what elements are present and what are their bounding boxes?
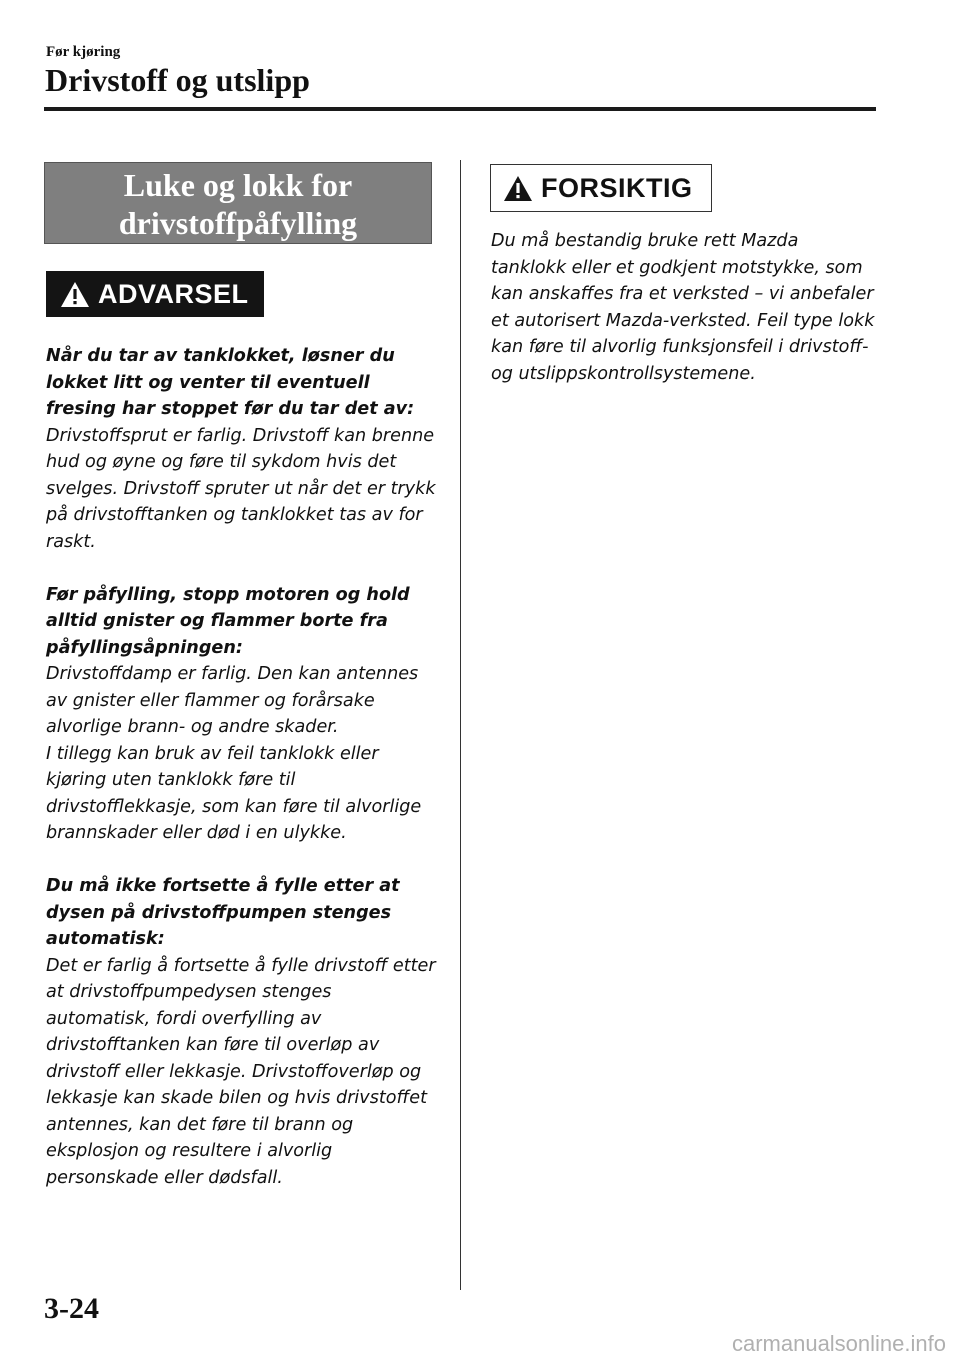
section-title-box: [44, 162, 432, 244]
warning-item-1-heading: Når du tar av tanklokket, løsner du lokket litt og venter til eventuell fresing har stoppet før du tar det av:: [46, 346, 415, 419]
warning-item-2-heading: Før påfylling, stopp motoren og hold alltid gnister og flammer borte fra påfyllingsåpningen:: [46, 584, 410, 658]
warning-item-1-text: Drivstoffsprut er farlig. Drivstoff kan brenne hud og øyne og føre til sykdom hvis det svelges. Drivstoff spruter ut når det er trykk på drivstofftanken og tanklokket tas av for raskt.: [46, 425, 436, 552]
page-title: Drivstoff og utslipp: [45, 62, 310, 98]
section-title-line-1: Luke og lokk for: [123, 167, 353, 203]
warning-item-2-text-2: I tillegg kan bruk av feil tanklokk eller kjøring uten tanklokk føre til drivstofflekkasje, som kan føre til alvorlige brannskader eller død i en ulykke.: [46, 743, 422, 843]
warning-item-3-heading: Du må ikke fortsette å fylle etter at dysen på drivstoffpumpen stenges automatisk:: [46, 876, 400, 949]
warning-body: [46, 343, 438, 1218]
warning-triangle-icon: [503, 175, 533, 202]
warning-item-3-text: Det er farlig å fortsette å fylle drivstoff etter at drivstoffpumpedysen stenges automatisk, fordi overfylling av drivstofftanken kan føre til overløp av drivstoff eller lekkasje. Drivstoffoverløp og lekkasje kan skade bilen og hvis drivstoffet antennes, kan det føre til brann og eksplosjon og resultere i alvorlig personskade eller dødsfall.: [46, 955, 436, 1188]
breadcrumb: Før kjøring: [46, 44, 121, 60]
page-number: 3-24: [44, 1292, 99, 1325]
caution-label: FORSIKTIG: [541, 172, 693, 203]
section-title-line-2: drivstoffpåfylling: [118, 205, 358, 241]
warning-item-3: [46, 873, 438, 1191]
warning-badge: [46, 271, 264, 317]
watermark: carmanualsonline.info: [731, 1331, 946, 1356]
caution-badge: [490, 164, 712, 212]
warning-triangle-icon: [60, 281, 90, 308]
warning-item-2: [46, 582, 438, 847]
warning-label: ADVARSEL: [98, 278, 249, 309]
column-divider: [460, 160, 461, 1290]
caution-body: Du må bestandig bruke rett Mazda tanklokk eller et godkjent motstykke, som kan anskaffes fra et verksted – vi anbefaler et autorisert Mazda-verksted. Feil type lokk kan føre til alvorlig funksjonsfeil i drivstoff- og utslippskontrollsystemene.: [491, 231, 875, 384]
warning-item-1: [46, 343, 438, 555]
warning-item-2-text: Drivstoffdamp er farlig. Den kan antennes av gnister eller flammer og forårsake alvorlige brann- og andre skader.: [46, 664, 419, 737]
title-rule: [44, 107, 876, 111]
